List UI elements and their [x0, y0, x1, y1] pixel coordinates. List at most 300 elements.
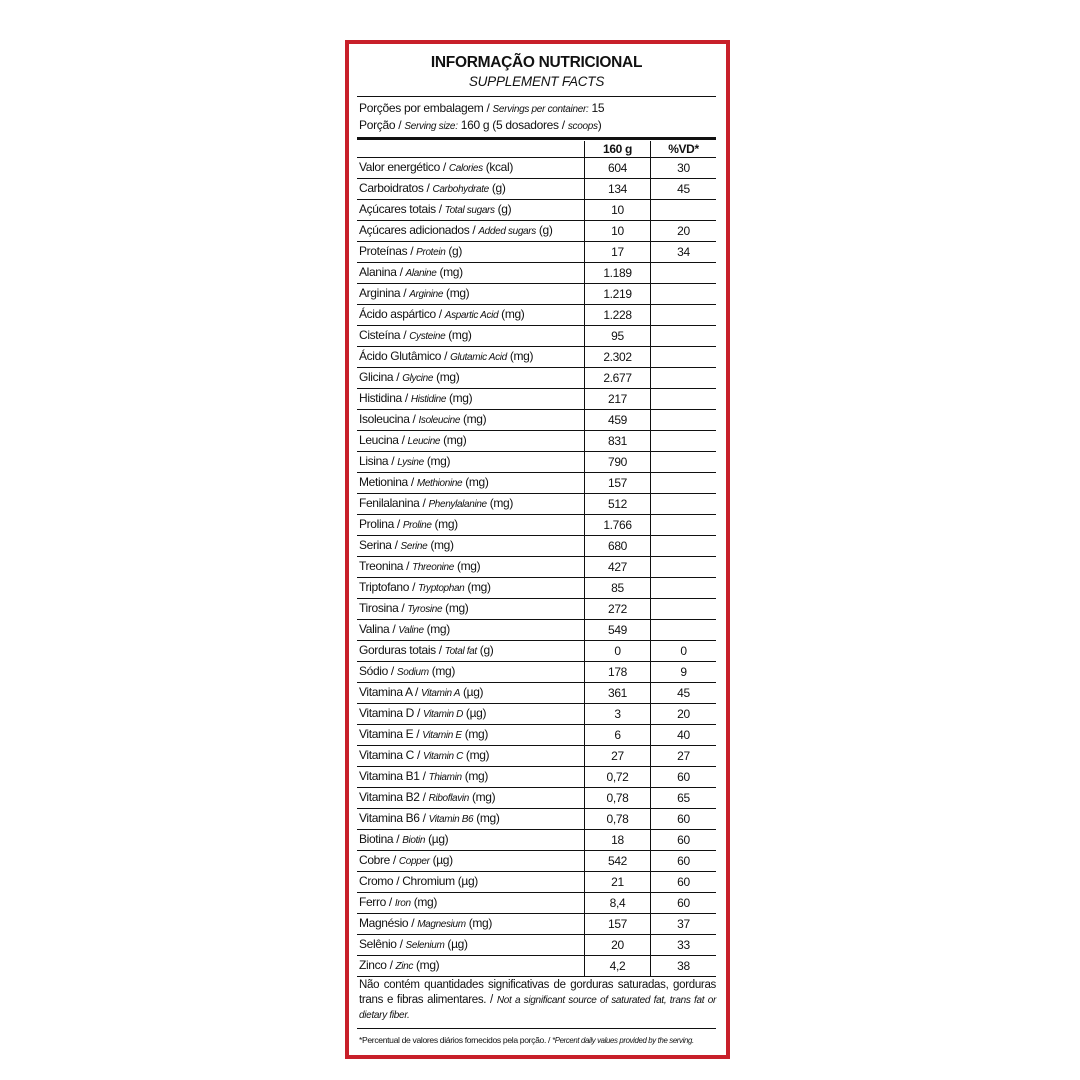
nutrient-name — [357, 746, 585, 767]
nutrient-name-en: Tryptophan — [418, 583, 465, 594]
nutrient-unit: (mg) — [462, 475, 489, 489]
nutrient-name-pt: Selênio / — [359, 937, 406, 951]
nutrient-dv — [651, 515, 717, 536]
nutrient-name — [357, 242, 585, 263]
nutrition-label — [345, 40, 730, 1059]
nutrient-name-en: Vitamin E — [422, 730, 462, 741]
table-row — [357, 620, 716, 641]
nutrient-unit: (mg) — [443, 286, 470, 300]
nutrient-dv: 33 — [651, 935, 717, 956]
nutrient-name — [357, 557, 585, 578]
serving-size-pt: Porção / — [359, 118, 405, 132]
table-row — [357, 851, 716, 872]
note-pt: Não contém quantidades significativas de gorduras saturadas, gorduras trans e fibras alimentares. / — [359, 979, 716, 1006]
nutrient-unit: (mg) — [498, 307, 525, 321]
nutrient-unit: (mg) — [460, 412, 487, 426]
nutrient-name-pt: Cobre / — [359, 853, 399, 867]
nutrient-name — [357, 179, 585, 200]
nutrient-dv: 45 — [651, 683, 717, 704]
nutrient-name-en: Leucine — [407, 436, 441, 447]
note-en: Not a significant source of saturated fat, trans fat or dietary fiber. — [359, 994, 716, 1021]
nutrient-name-en: Methionine — [416, 478, 463, 489]
nutrient-dv: 30 — [651, 158, 717, 179]
nutrient-name-pt: Glicina / — [359, 370, 403, 384]
nutrient-dv — [651, 410, 717, 431]
table-row — [357, 557, 716, 578]
nutrient-name — [357, 389, 585, 410]
nutrient-name-pt: Histidina / — [359, 391, 411, 405]
nutrient-name — [357, 704, 585, 725]
nutrient-amount: 604 — [585, 158, 651, 179]
table-row — [357, 221, 716, 242]
nutrient-amount: 157 — [585, 473, 651, 494]
nutrient-name — [357, 305, 585, 326]
table-row — [357, 410, 716, 431]
nutrient-name-pt: Açúcares adicionados / — [359, 223, 479, 237]
nutrient-name — [357, 956, 585, 977]
table-row — [357, 767, 716, 788]
nutrient-name-en: Copper — [398, 856, 430, 867]
nutrient-amount: 512 — [585, 494, 651, 515]
nutrient-name-pt: Serina / — [359, 538, 401, 552]
nutrient-amount: 6 — [585, 725, 651, 746]
table-row — [357, 830, 716, 851]
nutrient-name-pt: Gorduras totais / — [359, 643, 445, 657]
nutrient-name-pt: Vitamina B6 / — [359, 811, 429, 825]
header-amount: 160 g — [585, 141, 651, 158]
nutrient-name — [357, 284, 585, 305]
nutrient-unit: (mg) — [423, 622, 450, 636]
table-row — [357, 305, 716, 326]
table-row — [357, 704, 716, 725]
nutrient-name — [357, 788, 585, 809]
nutrient-amount: 17 — [585, 242, 651, 263]
table-row — [357, 956, 716, 977]
header-nutrient — [357, 141, 585, 158]
nutrient-amount: 95 — [585, 326, 651, 347]
nutrient-name-pt: Vitamina C / — [359, 748, 423, 762]
nutrient-amount: 459 — [585, 410, 651, 431]
nutrient-name — [357, 767, 585, 788]
nutrient-name-en: Iron — [394, 898, 411, 909]
table-row — [357, 158, 716, 179]
nutrient-name — [357, 515, 585, 536]
table-row — [357, 452, 716, 473]
nutrient-unit: (mg) — [461, 727, 488, 741]
nutrient-name — [357, 809, 585, 830]
nutrient-name — [357, 641, 585, 662]
nutrient-unit: (mg) — [465, 916, 492, 930]
nutrition-table — [357, 141, 716, 977]
nutrient-amount: 790 — [585, 452, 651, 473]
nutrient-name — [357, 893, 585, 914]
nutrient-name — [357, 599, 585, 620]
nutrient-dv — [651, 284, 717, 305]
disclaimer-note — [359, 978, 716, 1024]
nutrient-dv — [651, 599, 717, 620]
nutrient-amount: 20 — [585, 935, 651, 956]
nutrient-unit: (mg) — [453, 559, 481, 573]
nutrient-name-en: Magnesium — [417, 919, 466, 930]
nutrient-name-en: Aspartic Acid — [444, 310, 499, 321]
nutrient-name-en: Alanine — [405, 268, 437, 279]
nutrient-unit: (mg) — [446, 391, 473, 405]
nutrient-name-en: Sodium — [396, 667, 429, 678]
header-dv: %VD* — [651, 141, 717, 158]
nutrient-amount: 549 — [585, 620, 651, 641]
table-row — [357, 515, 716, 536]
nutrient-unit: (mg) — [433, 370, 460, 384]
nutrient-name-en: Vitamin B6 — [428, 814, 474, 825]
nutrient-amount: 1.189 — [585, 263, 651, 284]
nutrient-dv: 60 — [651, 851, 717, 872]
nutrient-name-en: Valine — [398, 625, 424, 636]
nutrient-name-pt: Zinco / — [359, 958, 396, 972]
nutrient-dv: 37 — [651, 914, 717, 935]
nutrient-unit: (mg) — [464, 580, 491, 594]
nutrient-name-en: Total sugars — [444, 205, 495, 216]
table-row — [357, 179, 716, 200]
nutrient-name-pt: Proteínas / — [359, 244, 417, 258]
nutrient-unit: (mg) — [440, 433, 467, 447]
nutrient-name-en: Carbohydrate — [432, 184, 489, 195]
nutrient-name-pt: Ácido Glutâmico / — [359, 349, 451, 363]
nutrient-amount: 361 — [585, 683, 651, 704]
nutrient-dv: 27 — [651, 746, 717, 767]
table-row — [357, 389, 716, 410]
nutrient-name-pt: Açúcares totais / — [359, 202, 445, 216]
nutrient-name-en: Isoleucine — [418, 415, 461, 426]
nutrient-amount: 0,72 — [585, 767, 651, 788]
divider-top — [357, 96, 716, 97]
nutrient-name — [357, 473, 585, 494]
nutrient-name-pt: Arginina / — [359, 286, 410, 300]
nutrient-unit: (mg) — [506, 349, 534, 363]
nutrient-unit: (µg) — [462, 706, 487, 720]
nutrient-amount: 0,78 — [585, 809, 651, 830]
nutrient-name-pt: Magnésio / — [359, 916, 418, 930]
nutrient-amount: 0,78 — [585, 788, 651, 809]
nutrient-unit: (mg) — [445, 328, 472, 342]
label-title: INFORMAÇÃO NUTRICIONAL — [430, 54, 643, 71]
nutrient-name-pt: Metionina / — [359, 475, 417, 489]
nutrient-dv — [651, 494, 717, 515]
nutrient-unit: (mg) — [413, 958, 440, 972]
divider-bottom — [357, 1028, 716, 1029]
nutrient-amount: 10 — [585, 200, 651, 221]
nutrient-name — [357, 872, 585, 893]
footnote-en: *Percent daily values provided by the serving. — [552, 1036, 694, 1045]
footnote-pt: *Percentual de valores diários fornecidos pela porção. / — [359, 1035, 553, 1045]
daily-value-footnote — [359, 1035, 716, 1045]
nutrient-name — [357, 158, 585, 179]
table-row — [357, 200, 716, 221]
nutrient-amount: 2.677 — [585, 368, 651, 389]
nutrient-dv — [651, 431, 717, 452]
nutrient-dv: 20 — [651, 704, 717, 725]
nutrient-name-pt: Vitamina B2 / — [359, 790, 429, 804]
nutrient-name-pt: Fenilalanina / — [359, 496, 429, 510]
nutrient-name-pt: Ácido aspártico / — [359, 307, 445, 321]
nutrient-dv — [651, 200, 717, 221]
nutrient-dv: 60 — [651, 872, 717, 893]
nutrient-unit: Chromium (µg) — [402, 874, 478, 888]
divider-thick — [357, 137, 716, 140]
nutrient-amount: 27 — [585, 746, 651, 767]
table-row — [357, 893, 716, 914]
nutrient-name-pt: Isoleucina / — [359, 412, 419, 426]
nutrient-amount: 178 — [585, 662, 651, 683]
nutrient-name-pt: Alanina / — [359, 265, 406, 279]
nutrient-name-en: Selenium — [405, 940, 445, 951]
nutrient-dv — [651, 305, 717, 326]
nutrient-name — [357, 368, 585, 389]
table-row — [357, 431, 716, 452]
table-row — [357, 284, 716, 305]
nutrient-name-en: Serine — [400, 541, 428, 552]
nutrient-dv: 9 — [651, 662, 717, 683]
nutrient-name-en: Glutamic Acid — [450, 352, 507, 363]
nutrient-name — [357, 200, 585, 221]
nutrient-name — [357, 851, 585, 872]
nutrient-name-en: Riboflavin — [428, 793, 470, 804]
nutrient-name — [357, 578, 585, 599]
nutrient-name — [357, 935, 585, 956]
nutrient-amount: 1.766 — [585, 515, 651, 536]
nutrient-amount: 217 — [585, 389, 651, 410]
nutrient-dv: 60 — [651, 767, 717, 788]
serving-size — [359, 118, 601, 132]
nutrient-name-en: Thiamin — [428, 772, 462, 783]
nutrient-unit: (mg) — [461, 769, 488, 783]
table-row — [357, 809, 716, 830]
table-row — [357, 914, 716, 935]
nutrient-dv: 40 — [651, 725, 717, 746]
nutrient-dv — [651, 452, 717, 473]
nutrient-name — [357, 452, 585, 473]
nutrient-name-en: Arginine — [409, 289, 444, 300]
nutrient-dv: 60 — [651, 830, 717, 851]
nutrient-dv — [651, 578, 717, 599]
nutrient-unit: (g) — [476, 643, 494, 657]
nutrient-name — [357, 494, 585, 515]
table-row — [357, 683, 716, 704]
servings-per-container-en: Servings per container: — [492, 104, 589, 115]
table-row — [357, 263, 716, 284]
nutrient-unit: (µg) — [460, 685, 484, 699]
nutrient-name — [357, 725, 585, 746]
nutrient-name-pt: Valor energético / — [359, 160, 449, 174]
nutrient-name-en: Added sugars — [478, 226, 536, 237]
table-row — [357, 242, 716, 263]
nutrient-unit: (g) — [445, 244, 463, 258]
nutrient-amount: 1.219 — [585, 284, 651, 305]
nutrient-name-en: Cysteine — [409, 331, 446, 342]
nutrient-unit: (mg) — [431, 517, 458, 531]
table-row — [357, 494, 716, 515]
nutrient-unit: (µg) — [425, 832, 449, 846]
nutrient-name — [357, 830, 585, 851]
nutrient-name — [357, 620, 585, 641]
nutrient-unit: (mg) — [462, 748, 490, 762]
nutrient-dv — [651, 347, 717, 368]
table-row — [357, 473, 716, 494]
nutrient-name-en: Phenylalanine — [428, 499, 487, 510]
nutrient-amount: 2.302 — [585, 347, 651, 368]
table-row — [357, 746, 716, 767]
label-subtitle: SUPPLEMENT FACTS — [468, 74, 605, 89]
nutrient-name-en: Total fat — [444, 646, 477, 657]
nutrient-unit: (mg) — [427, 538, 454, 552]
nutrient-dv — [651, 326, 717, 347]
nutrient-name — [357, 263, 585, 284]
nutrient-amount: 680 — [585, 536, 651, 557]
table-row — [357, 347, 716, 368]
nutrient-amount: 4,2 — [585, 956, 651, 977]
servings-per-container — [359, 101, 604, 115]
nutrient-name-pt: Ferro / — [359, 895, 395, 909]
nutrient-amount: 427 — [585, 557, 651, 578]
nutrient-name — [357, 683, 585, 704]
nutrient-dv: 45 — [651, 179, 717, 200]
nutrient-name — [357, 221, 585, 242]
table-row — [357, 935, 716, 956]
nutrient-unit: (mg) — [428, 664, 455, 678]
nutrient-name-en: Zinc — [395, 961, 414, 972]
nutrient-amount: 3 — [585, 704, 651, 725]
nutrient-unit: (µg) — [429, 853, 453, 867]
nutrient-amount: 85 — [585, 578, 651, 599]
nutrient-name-pt: Prolina / — [359, 517, 403, 531]
nutrient-name-pt: Triptofano / — [359, 580, 419, 594]
table-row — [357, 641, 716, 662]
nutrient-name-pt: Vitamina A / — [359, 685, 421, 699]
nutrient-amount: 0 — [585, 641, 651, 662]
nutrient-amount: 542 — [585, 851, 651, 872]
nutrient-dv — [651, 557, 717, 578]
nutrient-amount: 831 — [585, 431, 651, 452]
table-row — [357, 599, 716, 620]
table-row — [357, 788, 716, 809]
nutrient-unit: (kcal) — [482, 160, 513, 174]
nutrient-name — [357, 662, 585, 683]
nutrient-dv: 38 — [651, 956, 717, 977]
serving-size-close: ) — [597, 118, 602, 132]
nutrient-unit: (µg) — [444, 937, 468, 951]
nutrient-amount: 10 — [585, 221, 651, 242]
table-row — [357, 725, 716, 746]
nutrient-dv — [651, 263, 717, 284]
nutrient-dv: 0 — [651, 641, 717, 662]
nutrient-name-pt: Tirosina / — [359, 601, 408, 615]
nutrient-unit: (mg) — [410, 895, 437, 909]
nutrient-name-pt: Biotina / — [359, 832, 403, 846]
serving-size-value: 160 g (5 dosadores / — [457, 118, 568, 132]
nutrient-name — [357, 431, 585, 452]
nutrient-unit: (g) — [535, 223, 553, 237]
nutrient-name-en: Threonine — [412, 562, 454, 573]
nutrient-dv — [651, 536, 717, 557]
nutrient-dv: 20 — [651, 221, 717, 242]
nutrient-name-pt: Cromo / — [359, 874, 403, 888]
table-row — [357, 872, 716, 893]
servings-per-container-value: 15 — [588, 101, 605, 115]
nutrient-unit: (g) — [494, 202, 512, 216]
nutrient-name-pt: Treonina / — [359, 559, 413, 573]
nutrient-name — [357, 326, 585, 347]
nutrient-name — [357, 347, 585, 368]
nutrient-name — [357, 914, 585, 935]
nutrient-name-en: Vitamin D — [422, 709, 463, 720]
nutrient-name-pt: Sódio / — [359, 664, 397, 678]
nutrient-name-en: Protein — [416, 247, 446, 258]
nutrient-unit: (mg) — [442, 601, 469, 615]
nutrient-unit: (g) — [488, 181, 506, 195]
nutrient-amount: 134 — [585, 179, 651, 200]
serving-size-scoops: scoops — [567, 121, 598, 132]
nutrient-name-en: Calories — [448, 163, 483, 174]
table-row — [357, 368, 716, 389]
nutrient-name-pt: Vitamina D / — [359, 706, 423, 720]
nutrient-unit: (mg) — [469, 790, 496, 804]
nutrient-name-en: Lysine — [397, 457, 424, 468]
nutrient-dv: 60 — [651, 893, 717, 914]
nutrient-dv — [651, 620, 717, 641]
nutrient-unit: (mg) — [486, 496, 513, 510]
nutrient-dv: 60 — [651, 809, 717, 830]
nutrient-name-en: Glycine — [402, 373, 434, 384]
nutrient-name-en: Proline — [402, 520, 432, 531]
servings-per-container-pt: Porções por embalagem / — [359, 101, 493, 115]
nutrient-amount: 18 — [585, 830, 651, 851]
nutrient-amount: 272 — [585, 599, 651, 620]
nutrient-name-en: Vitamin C — [422, 751, 463, 762]
nutrient-amount: 1.228 — [585, 305, 651, 326]
nutrient-name-en: Biotin — [402, 835, 426, 846]
table-row — [357, 662, 716, 683]
nutrient-dv — [651, 389, 717, 410]
nutrient-name — [357, 536, 585, 557]
table-row — [357, 578, 716, 599]
nutrient-name-pt: Lisina / — [359, 454, 398, 468]
table-row — [357, 326, 716, 347]
nutrient-amount: 8,4 — [585, 893, 651, 914]
nutrient-unit: (mg) — [436, 265, 463, 279]
nutrient-name-pt: Cisteína / — [359, 328, 410, 342]
nutrient-name-pt: Leucina / — [359, 433, 408, 447]
nutrition-label-inner — [357, 44, 716, 1055]
serving-size-en: Serving size: — [404, 121, 458, 132]
nutrient-name-pt: Valina / — [359, 622, 399, 636]
nutrient-amount: 157 — [585, 914, 651, 935]
nutrient-name — [357, 410, 585, 431]
nutrient-name-en: Tyrosine — [407, 604, 443, 615]
nutrient-dv — [651, 368, 717, 389]
nutrient-unit: (mg) — [473, 811, 500, 825]
table-row — [357, 536, 716, 557]
nutrient-dv — [651, 473, 717, 494]
nutrient-unit: (mg) — [423, 454, 451, 468]
nutrient-name-pt: Carboidratos / — [359, 181, 433, 195]
nutrient-dv: 65 — [651, 788, 717, 809]
nutrient-name-pt: Vitamina E / — [359, 727, 423, 741]
nutrient-name-en: Vitamin A — [420, 688, 461, 699]
nutrient-dv: 34 — [651, 242, 717, 263]
nutrient-name-en: Histidine — [410, 394, 447, 405]
nutrient-amount: 21 — [585, 872, 651, 893]
nutrient-name-pt: Vitamina B1 / — [359, 769, 429, 783]
table-header-row — [357, 141, 716, 158]
